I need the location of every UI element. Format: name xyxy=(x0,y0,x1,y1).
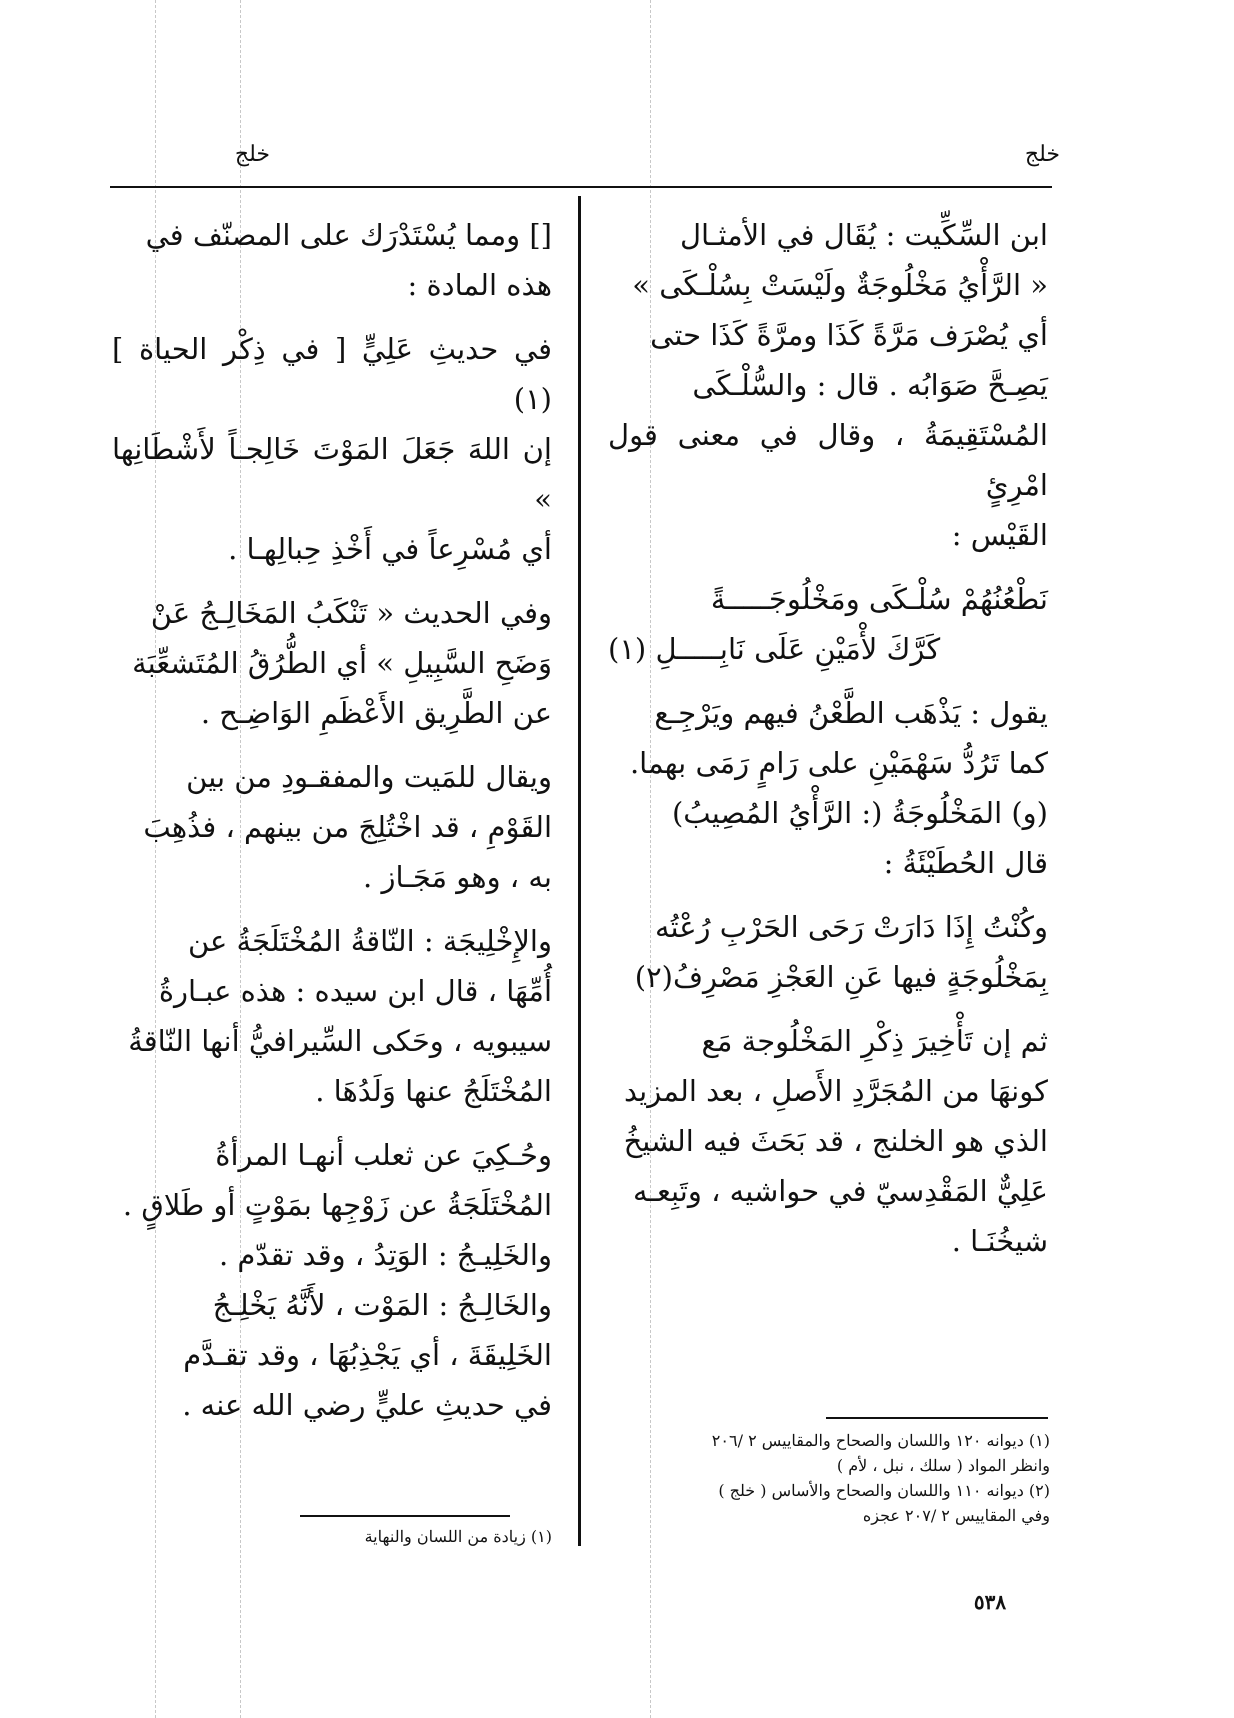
footnote-rule xyxy=(300,1515,510,1517)
text-line: شيخُنَـا . xyxy=(951,1224,1048,1258)
text-line: القَيْس : xyxy=(951,518,1048,552)
text-line: [] ومما يُسْتَدْرَك على المصنّف في xyxy=(145,218,552,252)
paragraph xyxy=(112,210,552,310)
text-line: أي مُسْرِعاً في أَخْذِ حِبالِهـا . xyxy=(228,532,552,566)
poem-hemistich: نَطْعُنُهُمْ سُلْـكَى ومَخْلُوجَـــــةً xyxy=(710,582,1048,616)
text-line: قال الحُطَيْئَةُ : xyxy=(883,846,1048,880)
paragraph xyxy=(112,752,552,902)
text-line: في حديثِ عَلِيٍّ [ في ذِكْر الحياة ] (١) xyxy=(112,332,552,416)
poem-verse xyxy=(608,902,1048,1002)
text-line: سيبويه ، وحَكى السِّيرافيُّ أنها النّاقةُ xyxy=(128,1024,552,1058)
right-column xyxy=(608,210,1048,1280)
text-line: والخَالِـجُ : المَوْت ، لأَنَّهُ يَخْلِـجُ xyxy=(212,1288,552,1322)
text-line: ويقال للمَيت والمفقـودِ من بين xyxy=(186,760,552,794)
footnotes-left xyxy=(112,1524,552,1549)
text-line: القَوْمِ ، قد اخْتُلِجَ من بينهم ، فذُهِبَ xyxy=(143,810,552,844)
text-line: (و) المَخْلُوجَةُ (: الرَّأْيُ المُصِيبُ) xyxy=(671,796,1048,830)
paragraph xyxy=(608,688,1048,888)
running-head-left: خلج xyxy=(234,142,270,167)
text-line: يقول : يَذْهَب الطَّعْنُ فيهم ويَرْجِـع xyxy=(654,696,1048,730)
text-line: المُخْتَلَجُ عنها وَلَدُهَا . xyxy=(315,1074,552,1108)
text-line: المُسْتَقِيمَةُ ، وقال في معنى قول امْرِئٍ xyxy=(608,418,1048,502)
running-head-right: خلج xyxy=(1024,142,1060,167)
text-line: الذي هو الخلنج ، قد بَحَثَ فيه الشيخُ xyxy=(623,1124,1048,1158)
text-line: عَلِيٌّ المَقْدِسيّ في حواشيه ، وتَبِعـه xyxy=(632,1174,1048,1208)
text-line: وفي الحديث « تَنْكَبُ المَخَالِـجُ عَنْ xyxy=(150,596,552,630)
paragraph xyxy=(112,1130,552,1430)
footnote-line: وفي المقاييس ٢ /٢٠٧ عجزه xyxy=(862,1506,1050,1525)
text-line: المُخْتَلَجَةُ عن زَوْجِها بمَوْتٍ أو طَلاقٍ . xyxy=(122,1188,552,1222)
text-line: والخَلِيـجُ : الوَتِدُ ، وقد تقدّم . xyxy=(218,1238,552,1272)
footnote-line: (١) زيادة من اللسان والنهاية xyxy=(364,1527,552,1546)
text-line: عن الطَّرِيق الأَعْظَمِ الوَاضِـح . xyxy=(200,696,552,730)
text-line: الخَلِيقَةَ ، أي يَجْذِبُهَا ، وقد تقـدَّم xyxy=(183,1338,552,1372)
poem-verse xyxy=(608,574,1048,674)
text-line: أُمِّهَا ، قال ابن سيده : هذه عبـارةُ xyxy=(158,974,552,1008)
paragraph xyxy=(112,324,552,574)
paragraph xyxy=(608,1016,1048,1266)
paragraph xyxy=(112,588,552,738)
text-line: وحُـكِيَ عن ثعلب أنهـا المرأةُ xyxy=(215,1138,552,1172)
text-line: في حديثِ عليٍّ رضي الله عنه . xyxy=(182,1388,552,1422)
footnote-line: (١) ديوانه ١٢٠ واللسان والصحاح والمقاييس ٢ /٢٠٦ xyxy=(711,1431,1050,1450)
page-number: ٥٣٨ xyxy=(973,1590,1007,1614)
text-line: يَصِـحَّ صَوَابُه . قال : والسُّلْـكَى xyxy=(692,368,1048,402)
text-line: به ، وهو مَجَـاز . xyxy=(363,860,552,894)
text-line: كونهَا من المُجَرَّدِ الأَصلِ ، بعد المزيد xyxy=(623,1074,1048,1108)
text-line: هذه المادة : xyxy=(407,268,552,302)
text-line: ثم إن تَأْخِيرَ ذِكْرِ المَخْلُوجة مَع xyxy=(701,1024,1048,1058)
text-line: وَضَحِ السَّبِيلِ » أي الطُّرُقُ المُتَشعِّبَة xyxy=(132,646,552,680)
text-line: إن اللهَ جَعَلَ المَوْتَ خَالِجـاً لأَشْطَانِها » xyxy=(112,432,552,516)
header-rule xyxy=(110,186,1052,188)
poem-hemistich: وكُنْتُ إِذَا دَارَتْ رَحَى الحَرْبِ رُعْتُه xyxy=(654,910,1048,944)
paragraph xyxy=(608,210,1048,560)
text-line: أي يُصْرَف مَرَّةً كَذَا ومرَّةً كَذَا حتى xyxy=(650,318,1048,352)
text-line: كما تَرُدُّ سَهْمَيْنِ على رَامٍ رَمَى بهما. xyxy=(629,746,1048,780)
text-line: والإِخْلِيجَة : النّاقةُ المُخْتَلَجَةُ عن xyxy=(187,924,552,958)
column-divider xyxy=(578,196,581,1546)
poem-hemistich: كَرَّكَ لأْمَيْنِ عَلَى نَابِـــــلِ (١) xyxy=(608,632,941,666)
text-line: ابن السِّكِّيت : يُقَال في الأمثـال xyxy=(679,218,1048,252)
footnote-line: وانظر المواد ( سلك ، نبل ، لأم ) xyxy=(836,1456,1050,1475)
footnote-rule xyxy=(826,1417,1048,1419)
text-line: « الرَّأْيُ مَخْلُوجَةٌ ولَيْسَتْ بِسُلْـكَى » xyxy=(632,268,1048,302)
left-column xyxy=(112,210,552,1444)
footnote-line: (٢) ديوانه ١١٠ واللسان والصحاح والأساس ( خلج ) xyxy=(718,1481,1050,1500)
footnotes-right xyxy=(610,1428,1050,1528)
paragraph xyxy=(112,916,552,1116)
poem-hemistich: بِمَخْلُوجَةٍ فيها عَنِ العَجْزِ مَصْرِفُ(٢) xyxy=(634,960,1048,994)
